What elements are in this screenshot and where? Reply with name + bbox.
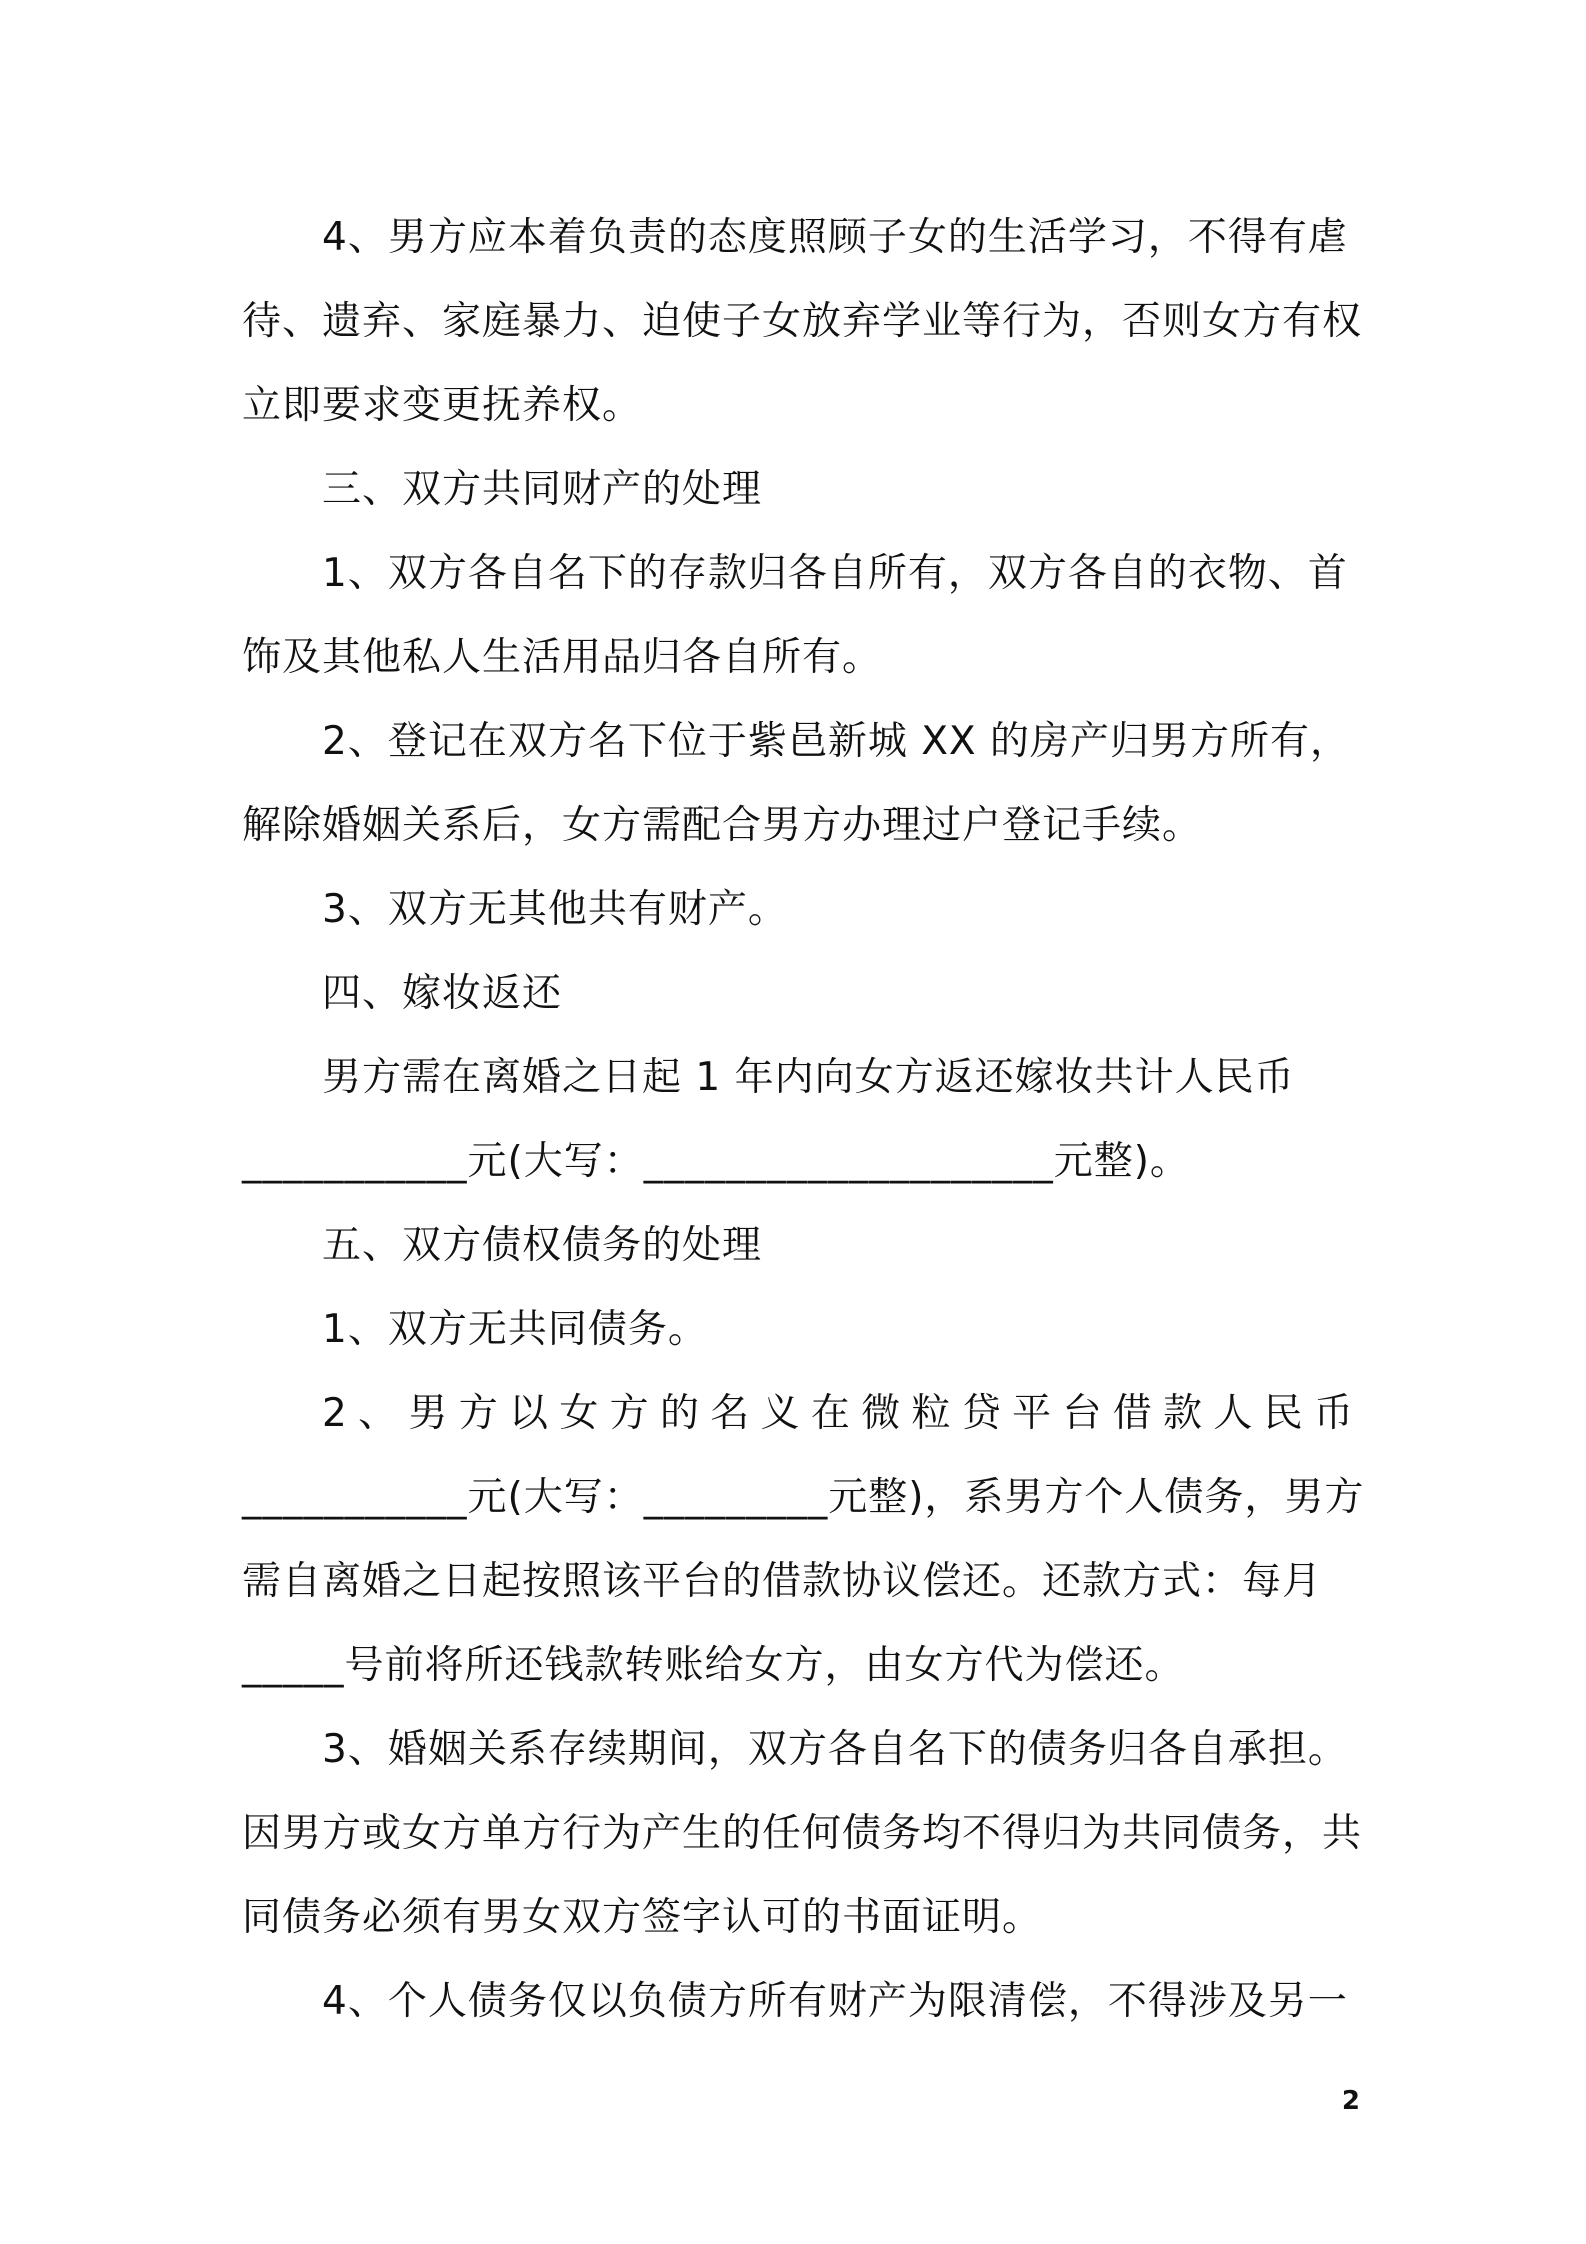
paragraph-line: 3、双方无其他共有财产。	[322, 887, 788, 932]
paragraph-line: _____号前将所还钱款转账给女方，由女方代为偿还。	[242, 1643, 1185, 1688]
paragraph-line: 4、个人债务仅以负债方所有财产为限清偿，不得涉及另一	[322, 1979, 1348, 2024]
document-body	[242, 196, 1365, 2044]
paragraph-line: 3、婚姻关系存续期间，双方各自名下的债务归各自承担。	[322, 1727, 1348, 1772]
paragraph-line: ___________元(大写：_________元整)，系男方个人债务，男方	[242, 1475, 1365, 1520]
paragraph-line: ___________元(大写：____________________元整)。	[242, 1139, 1190, 1184]
paragraph-line: 因男方或女方单方行为产生的任何债务均不得归为共同债务，共	[242, 1811, 1363, 1856]
paragraph-line: 2、登记在双方名下位于紫邑新城 XX 的房产归男方所有，	[322, 719, 1351, 764]
paragraph-line: 1、双方无共同债务。	[322, 1307, 708, 1352]
paragraph-line: 需自离婚之日起按照该平台的借款协议偿还。还款方式：每月	[242, 1559, 1323, 1604]
section-heading: 五、双方债权债务的处理	[322, 1223, 763, 1268]
paragraph-line: 男方需在离婚之日起 1 年内向女方返还嫁妆共计人民币	[322, 1055, 1295, 1100]
paragraph-line: 2、男方以女方的名义在微粒贷平台借款人民币	[322, 1391, 1354, 1436]
paragraph-line: 解除婚姻关系后，女方需配合男方办理过户登记手续。	[242, 803, 1203, 848]
paragraph-line: 同债务必须有男女双方签字认可的书面证明。	[242, 1895, 1043, 1940]
page-number: 2	[1341, 2086, 1360, 2116]
section-heading: 四、嫁妆返还	[322, 971, 563, 1016]
paragraph-line: 饰及其他私人生活用品归各自所有。	[242, 635, 883, 680]
paragraph-line: 1、双方各自名下的存款归各自所有，双方各自的衣物、首	[322, 551, 1348, 596]
section-heading: 三、双方共同财产的处理	[322, 467, 763, 512]
paragraph-line: 待、遗弃、家庭暴力、迫使子女放弃学业等行为，否则女方有权	[242, 299, 1363, 344]
paragraph-line: 4、男方应本着负责的态度照顾子女的生活学习，不得有虐	[322, 215, 1348, 260]
paragraph-line: 立即要求变更抚养权。	[242, 383, 643, 428]
